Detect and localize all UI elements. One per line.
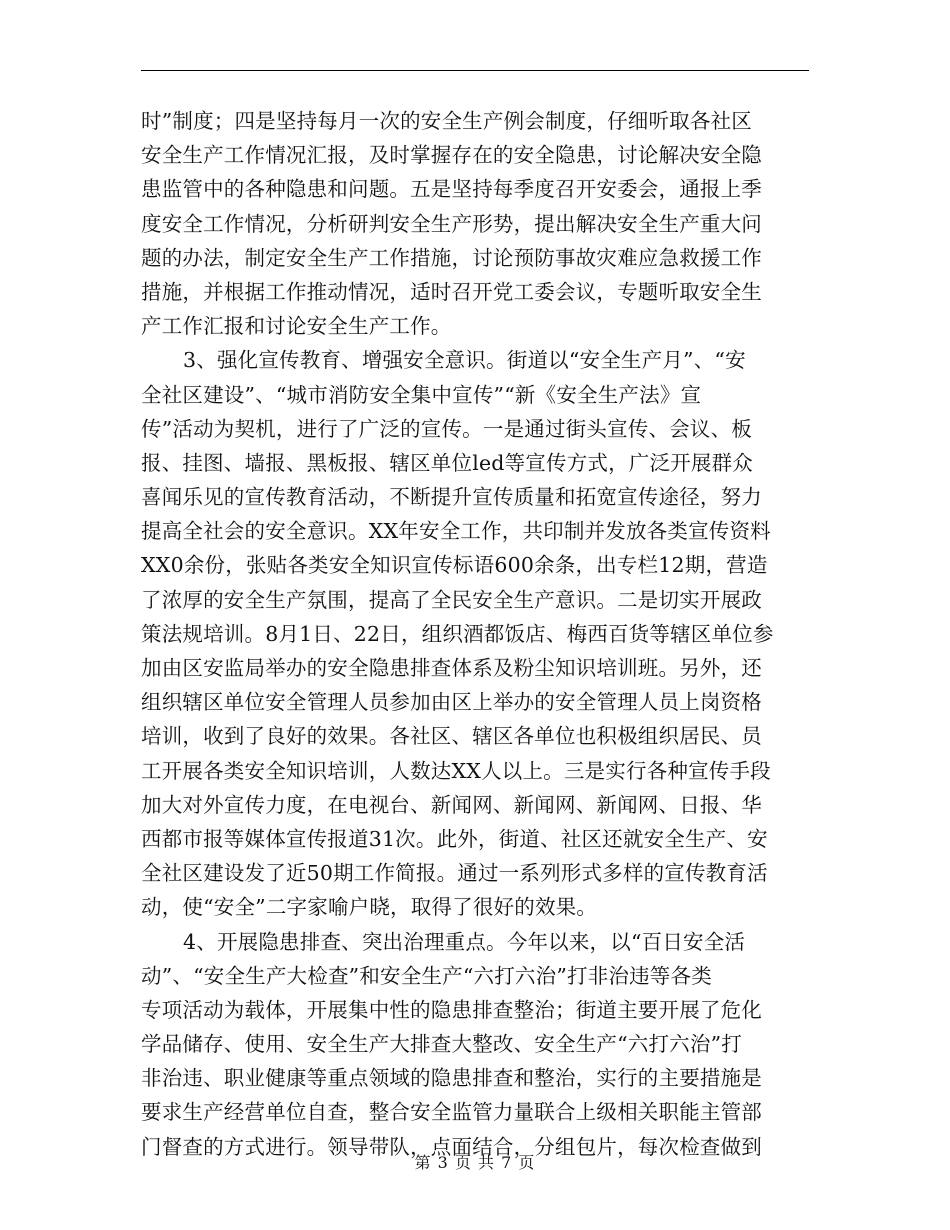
text-line: 3、强化宣传教育、增强安全意识。街道以“安全生产月”、“安 (183, 348, 746, 373)
text-line: 喜闻乐见的宣传教育活动，不断提升宣传质量和拓宽宣传途径，努力 (141, 485, 762, 510)
text-line: 产工作汇报和讨论安全生产工作。 (141, 314, 452, 339)
text-line: 全社区建设发了近50期工作简报。通过一系列形式多样的宣传教育活 (141, 861, 768, 886)
text-line: 工开展各类安全知识培训，人数达XX人以上。三是实行各种宣传手段 (141, 758, 771, 783)
text-line: 策法规培训。8月1日、22日，组织酒都饭店、梅西百货等辖区单位参 (141, 621, 774, 646)
text-line: 动”、“安全生产大检查”和安全生产“六打六治”打非治违等各类 (141, 963, 712, 988)
text-line: 非治违、职业健康等重点领域的隐患排查和整治，实行的主要措施是 (141, 1066, 762, 1091)
text-line: 提高全社会的安全意识。XX年安全工作，共印制并发放各类宣传资料 (141, 519, 771, 544)
text-line: 要求生产经营单位自查，整合安全监管力量联合上级相关职能主管部 (141, 1100, 762, 1125)
text-line: 加大对外宣传力度，在电视台、新闻网、新闻网、新闻网、日报、华 (141, 792, 762, 817)
text-line: 门督查的方式进行。领导带队，点面结合，分组包片，每次检查做到 (141, 1134, 762, 1159)
text-line: 专项活动为载体，开展集中性的隐患排查整治；街道主要开展了危化 (141, 997, 762, 1022)
text-line: 措施，并根据工作推动情况，适时召开党工委会议，专题听取安全生 (141, 279, 762, 304)
header-rule (141, 70, 809, 71)
text-line: 加由区安监局举办的安全隐患排查体系及粉尘知识培训班。另外，还 (141, 656, 762, 680)
text-line: 度安全工作情况，分析研判安全生产形势，提出解决安全生产重大问 (141, 211, 762, 236)
text-line: 报、挂图、墙报、黑板报、辖区单位led等宣传方式，广泛开展群众 (141, 450, 754, 475)
text-line: 题的办法，制定安全生产工作措施，讨论预防事故灾难应急救援工作 (141, 245, 762, 270)
text-line: 组织辖区单位安全管理人员参加由区上举办的安全管理人员上岗资格 (141, 690, 762, 715)
text-line: 4、开展隐患排查、突出治理重点。今年以来，以“百日安全活 (183, 929, 746, 954)
text-line: 传”活动为契机，进行了广泛的宣传。一是通过街头宣传、会议、板 (141, 416, 752, 441)
text-line: 了浓厚的安全生产氛围，提高了全民安全生产意识。二是切实开展政 (141, 587, 762, 612)
text-line: 时”制度；四是坚持每月一次的安全生产例会制度，仔细听取各社区 (141, 109, 752, 133)
text-line: XX0余份，张贴各类安全知识宣传标语600余条，出专栏12期，营造 (141, 553, 768, 578)
text-line: 动，使“安全”二字家喻户晓，取得了很好的效果。 (141, 895, 598, 920)
text-line: 患监管中的各种隐患和问题。五是坚持每季度召开安委会，通报上季 (141, 177, 762, 202)
text-line: 全社区建设”、“城市消防安全集中宣传”“新《安全生产法》宣 (141, 382, 702, 407)
body-text (141, 104, 811, 1164)
text-line: 培训，收到了良好的效果。各社区、辖区各单位也积极组织居民、员 (141, 724, 762, 749)
text-line: 学品储存、使用、安全生产大排查大整改、安全生产“六打六治”打 (141, 1032, 742, 1057)
text-line: 西都市报等媒体宣传报道31次。此外，街道、社区还就安全生产、安 (141, 826, 768, 851)
page-footer: 第 3 页 共 7 页 (414, 1153, 536, 1172)
text-line: 安全生产工作情况汇报，及时掌握存在的安全隐患，讨论解决安全隐 (141, 143, 762, 168)
